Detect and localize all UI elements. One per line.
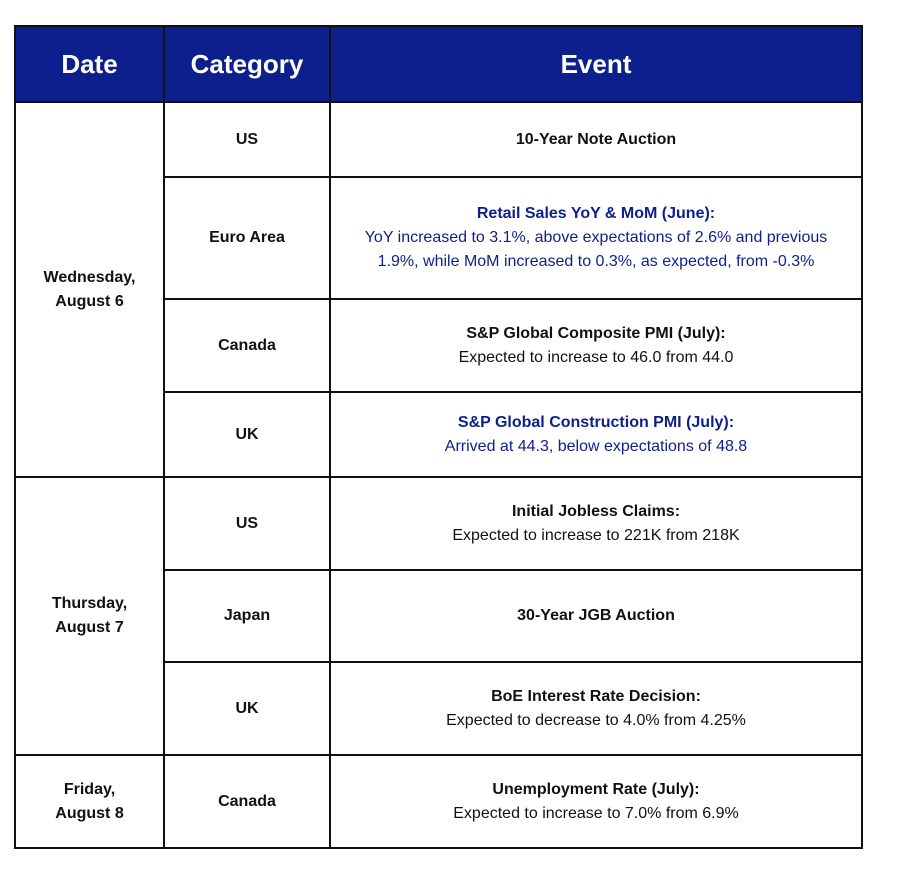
event-cell <box>330 177 862 299</box>
date-weekday: Thursday, <box>51 595 128 612</box>
event-description: Expected to increase to 7.0% from 6.9% <box>453 804 739 822</box>
category-cell: Canada <box>164 755 330 848</box>
event-description: Arrived at 44.3, below expectations of 48.8 <box>444 437 748 455</box>
date-weekday: Friday, <box>63 780 116 798</box>
table-row <box>15 755 862 848</box>
date-cell <box>15 755 164 848</box>
event-title: 30-Year JGB Auction <box>517 607 675 624</box>
event-title: Unemployment Rate (July): <box>492 780 700 798</box>
event-header: Event <box>330 26 862 102</box>
category-cell: US <box>164 102 330 177</box>
date-day: August 7 <box>55 619 124 636</box>
event-cell <box>330 477 862 570</box>
event-title: S&P Global Composite PMI (July): <box>466 324 726 342</box>
category-cell: UK <box>164 392 330 477</box>
event-title: S&P Global Construction PMI (July): <box>457 413 735 431</box>
event-description: YoY increased to 3.1%, above expectations of 2.6% and previous 1.9%, while MoM increased to 0.3%, as expected, from -0.3% <box>364 229 828 270</box>
date-day: August 8 <box>55 804 124 822</box>
event-title: 10-Year Note Auction <box>515 130 677 148</box>
event-title: Initial Jobless Claims: <box>511 502 681 520</box>
date-day: August 6 <box>55 292 124 310</box>
event-cell <box>330 299 862 392</box>
header-row <box>15 26 862 102</box>
date-cell <box>15 102 164 477</box>
category-cell: Japan <box>164 570 330 662</box>
event-cell <box>330 392 862 477</box>
category-cell: US <box>164 477 330 570</box>
category-header: Category <box>164 26 330 102</box>
event-description: Expected to increase to 221K from 218K <box>452 526 740 544</box>
date-cell <box>15 477 164 755</box>
event-title: BoE Interest Rate Decision: <box>491 687 701 705</box>
economic-calendar-table <box>14 25 863 849</box>
event-title: Retail Sales YoY & MoM (June): <box>476 205 716 222</box>
date-weekday: Wednesday, <box>43 268 136 286</box>
event-description: Expected to decrease to 4.0% from 4.25% <box>446 711 746 729</box>
date-header: Date <box>15 26 164 102</box>
event-cell <box>330 570 862 662</box>
category-cell: UK <box>164 662 330 755</box>
category-cell: Canada <box>164 299 330 392</box>
event-cell <box>330 755 862 848</box>
event-cell <box>330 102 862 177</box>
category-cell: Euro Area <box>164 177 330 299</box>
table-row <box>15 477 862 570</box>
event-description: Expected to increase to 46.0 from 44.0 <box>458 348 734 366</box>
table-row <box>15 102 862 177</box>
event-cell <box>330 662 862 755</box>
